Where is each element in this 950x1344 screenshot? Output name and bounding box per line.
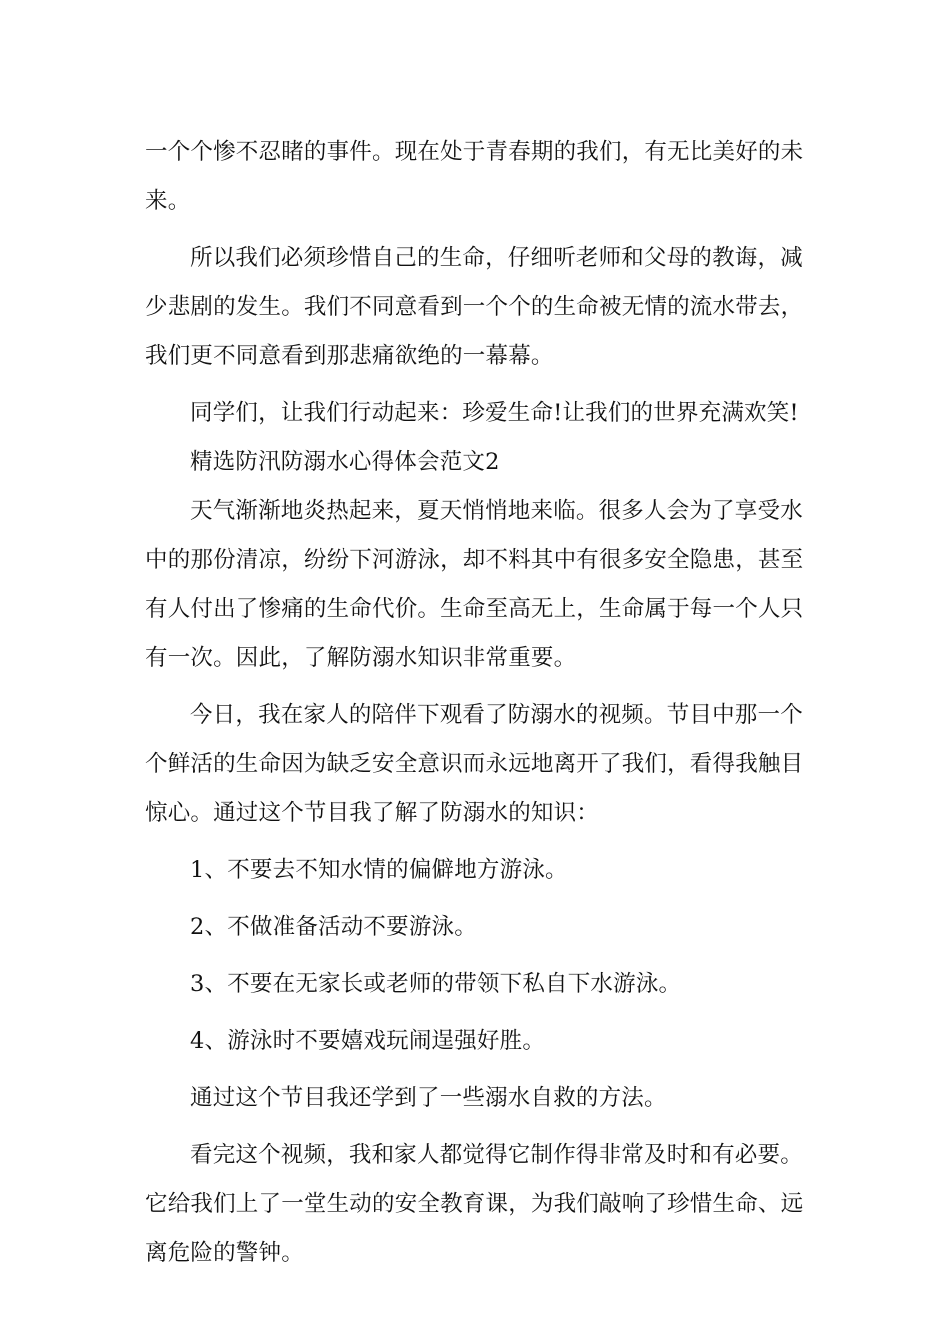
spacer [145, 226, 807, 234]
list-item: 4、游泳时不要嬉戏玩闹逞强好胜。 [190, 1028, 546, 1054]
paragraph: 同学们，让我们行动起来：珍爱生命!让我们的世界充满欢笑! [190, 400, 799, 426]
paragraph: 通过这个节目我还学到了一些溺水自救的方法。 [190, 1085, 667, 1111]
spacer [145, 683, 807, 691]
list-item: 3、不要在无家长或老师的带领下私自下水游泳。 [190, 971, 682, 997]
list-item: 1、不要去不知水情的偏僻地方游泳。 [190, 857, 568, 883]
paragraph: 所以我们必须珍惜自己的生命，仔细听老师和父母的教诲，减少悲剧的发生。我们不同意看到一个个的生命被无情的流水带去，我们更不同意看到那悲痛欲绝的一幕幕。 [145, 245, 804, 369]
document-body [145, 128, 807, 1278]
spacer [145, 952, 807, 960]
spacer [145, 381, 807, 389]
paragraph: 看完这个视频，我和家人都觉得它制作得非常及时和有必要。它给我们上了一堂生动的安全教育课，为我们敲响了珍惜生命、远离危险的警钟。 [145, 1142, 804, 1266]
spacer [145, 895, 807, 903]
paragraph-continuation: 一个个惨不忍睹的事件。现在处于青春期的我们，有无比美好的未来。 [145, 139, 804, 214]
paragraph: 天气渐渐地炎热起来，夏天悄悄地来临。很多人会为了享受水中的那份清凉，纷纷下河游泳，却不料其中有很多安全隐患，甚至有人付出了惨痛的生命代价。生命至高无上，生命属于每一个人只有一次。因此，了解防溺水知识非常重要。 [145, 498, 804, 671]
list-item: 2、不做准备活动不要游泳。 [190, 914, 477, 940]
spacer [145, 1066, 807, 1074]
spacer [145, 1123, 807, 1131]
section-heading: 精选防汛防溺水心得体会范文2 [190, 449, 500, 475]
paragraph: 今日，我在家人的陪伴下观看了防溺水的视频。节目中那一个个鲜活的生命因为缺乏安全意识而永远地离开了我们，看得我触目惊心。通过这个节目我了解了防溺水的知识： [145, 702, 804, 826]
spacer [145, 838, 807, 846]
spacer [145, 1009, 807, 1017]
